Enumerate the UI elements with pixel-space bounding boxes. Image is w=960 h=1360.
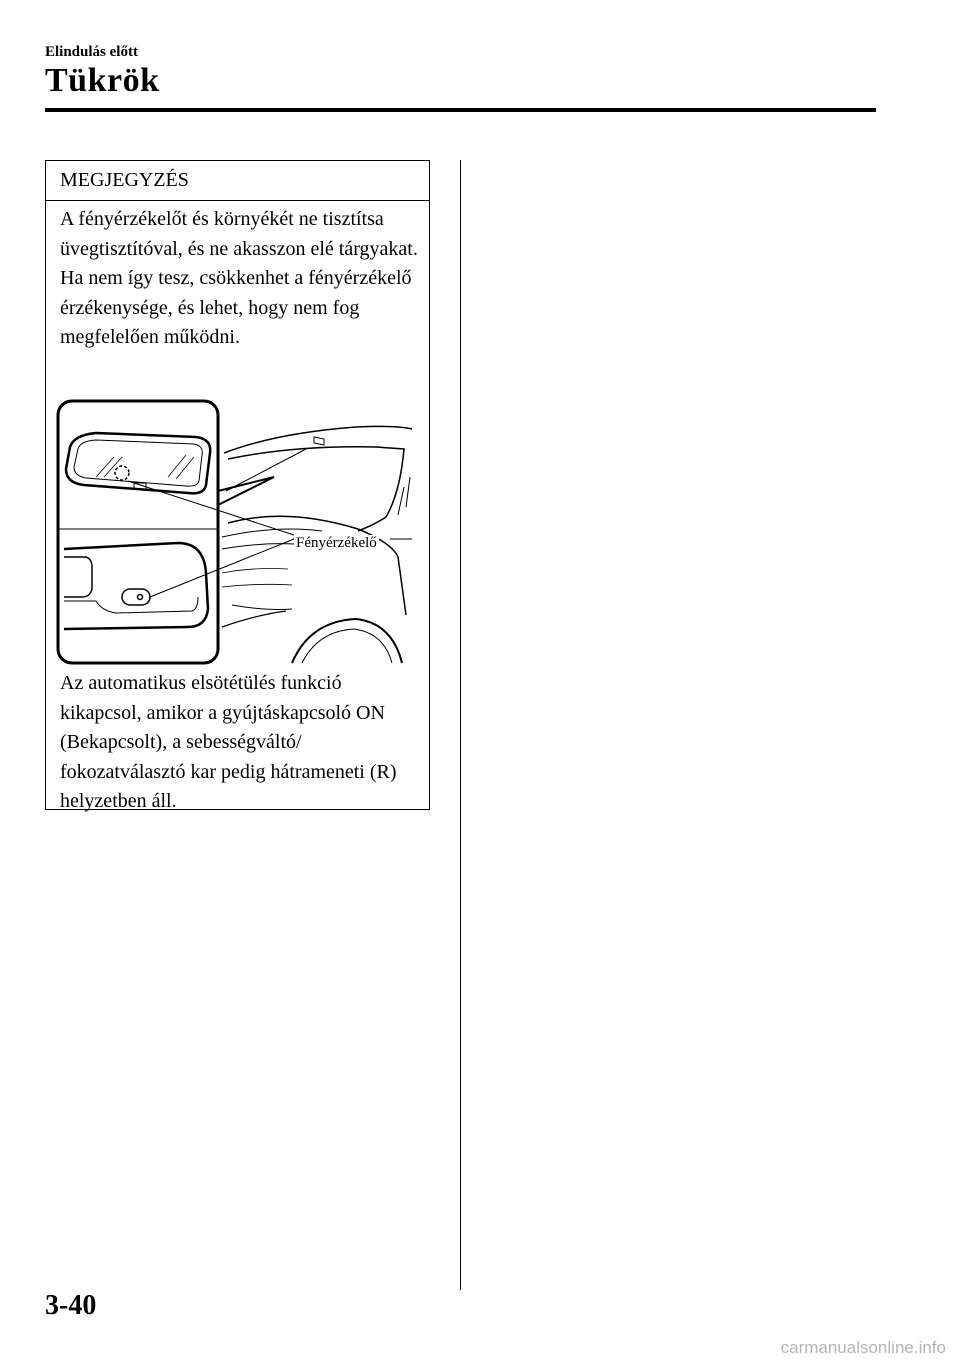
title-rule [45, 108, 876, 112]
note-paragraph-2: Az automatikus elsötétülés funkció kikapcsol, amikor a gyújtáskapcsoló ON (Bekapcsolt), a sebességváltó/ fokozatválasztó kar pedig hátrameneti (R) helyzetben áll. [60, 672, 397, 812]
note-box [45, 160, 430, 810]
note-paragraph-1: A fényérzékelőt és környékét ne tisztítsa üvegtisztítóval, és ne akasszon elé tárgyakat. Ha nem így tesz, csökkenhet a fényérzékelő érzékenysége, és lehet, hogy nem fog megfelelően működni. [60, 208, 418, 348]
inset-frame [58, 401, 218, 663]
mirror-back [64, 543, 208, 629]
light-sensor-illustration [56, 397, 418, 665]
page-number: 3-40 [45, 1290, 97, 1321]
section-label: Elindulás előtt [45, 44, 138, 60]
note-heading: MEGJEGYZÉS [46, 161, 429, 201]
page-title: Tükrök [45, 62, 160, 99]
car-roof [224, 426, 412, 453]
column-divider [460, 160, 461, 1290]
wheel-arch [292, 619, 402, 663]
light-sensor-callout-label: Fényérzékelő [296, 535, 377, 551]
watermark: carmanualsonline.info [780, 1338, 946, 1357]
